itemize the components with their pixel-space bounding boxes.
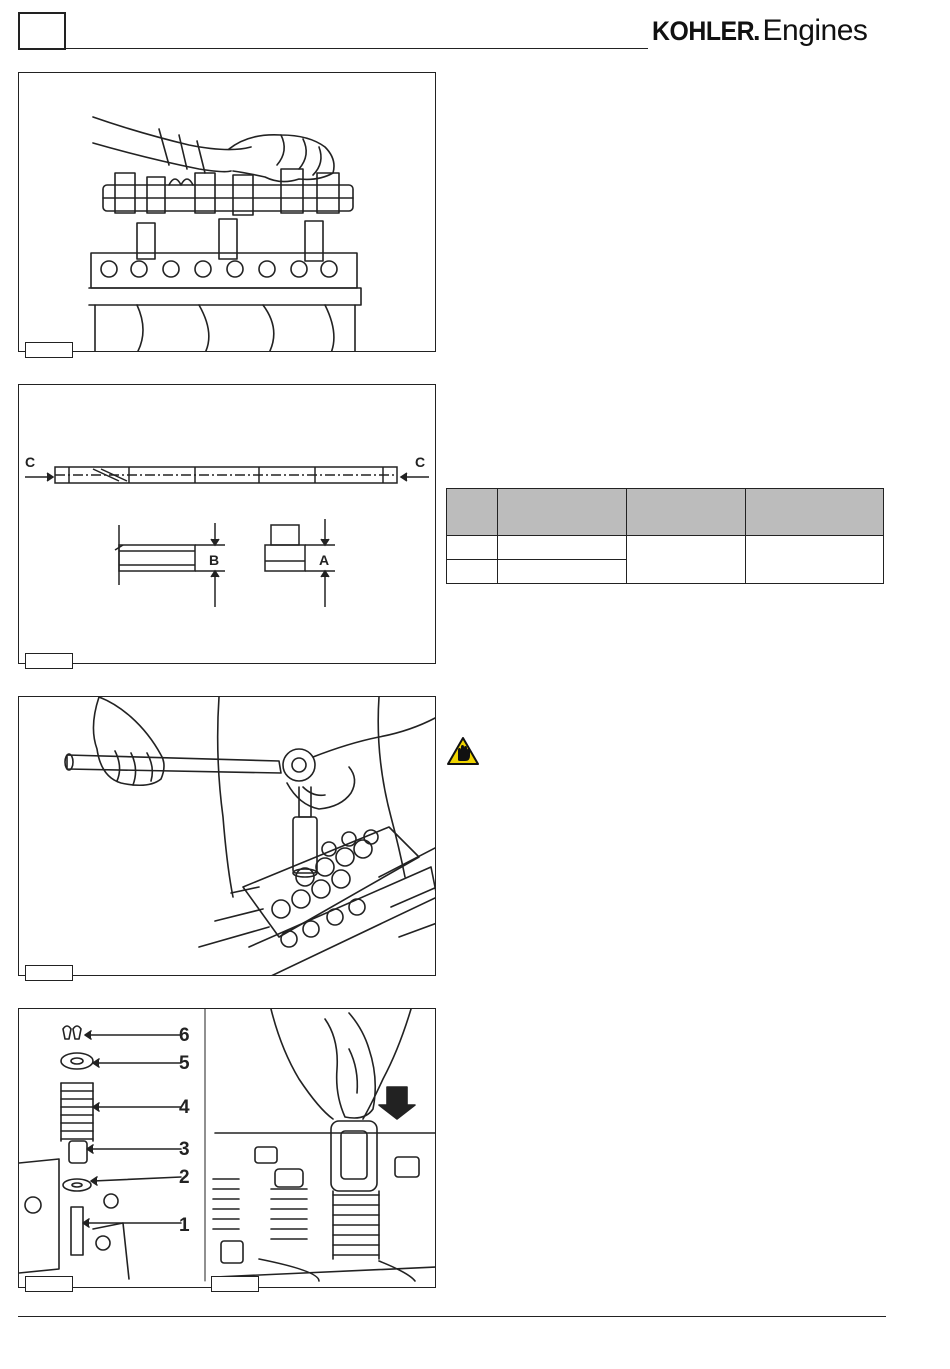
table-cell xyxy=(498,560,627,584)
callout-1: 1 xyxy=(179,1215,190,1236)
label-b: B xyxy=(209,552,220,568)
figure-number-tag xyxy=(211,1276,259,1292)
figure-number-tag xyxy=(25,653,73,669)
table-header-cell xyxy=(746,489,884,536)
spec-table xyxy=(446,488,884,584)
label-a: A xyxy=(319,552,330,568)
label-c-right: C xyxy=(415,454,426,470)
page-number-box xyxy=(18,12,66,50)
figure-torque-wrench xyxy=(18,696,436,976)
table-row xyxy=(447,536,884,560)
callout-3: 3 xyxy=(179,1139,190,1160)
hand-stop-warning-icon xyxy=(446,736,480,766)
table-cell xyxy=(498,536,627,560)
callout-4: 4 xyxy=(179,1097,190,1118)
figure-number-tag xyxy=(25,342,73,358)
torque-wrench-drawing xyxy=(19,697,436,976)
rocker-shaft-removal-drawing xyxy=(19,73,436,352)
figure-valve-components xyxy=(18,1008,436,1288)
table-header-row xyxy=(447,489,884,536)
footer-rule xyxy=(18,1316,886,1317)
table-header-cell xyxy=(498,489,627,536)
logo-dot: . xyxy=(753,16,761,46)
figure-rocker-shaft-removal xyxy=(18,72,436,352)
table-cell xyxy=(746,536,884,584)
figure-number-tag xyxy=(25,965,73,981)
header-rule xyxy=(66,48,648,49)
table-cell xyxy=(447,536,498,560)
callout-6: 6 xyxy=(179,1025,190,1046)
kohler-engines-logo xyxy=(652,14,867,52)
logo-suffix: Engines xyxy=(762,14,868,47)
logo-brand: KOHLER xyxy=(652,16,755,46)
callout-2: 2 xyxy=(179,1167,190,1188)
rocker-shaft-dimension-drawing xyxy=(19,385,436,664)
table-cell xyxy=(627,536,746,584)
figure-rocker-shaft-dimensions xyxy=(18,384,436,664)
callout-5: 5 xyxy=(179,1053,190,1074)
table-header-cell xyxy=(627,489,746,536)
valve-components-drawing xyxy=(19,1009,436,1288)
table-cell xyxy=(447,560,498,584)
table-header-cell xyxy=(447,489,498,536)
figure-number-tag xyxy=(25,1276,73,1292)
label-c-left: C xyxy=(25,454,36,470)
